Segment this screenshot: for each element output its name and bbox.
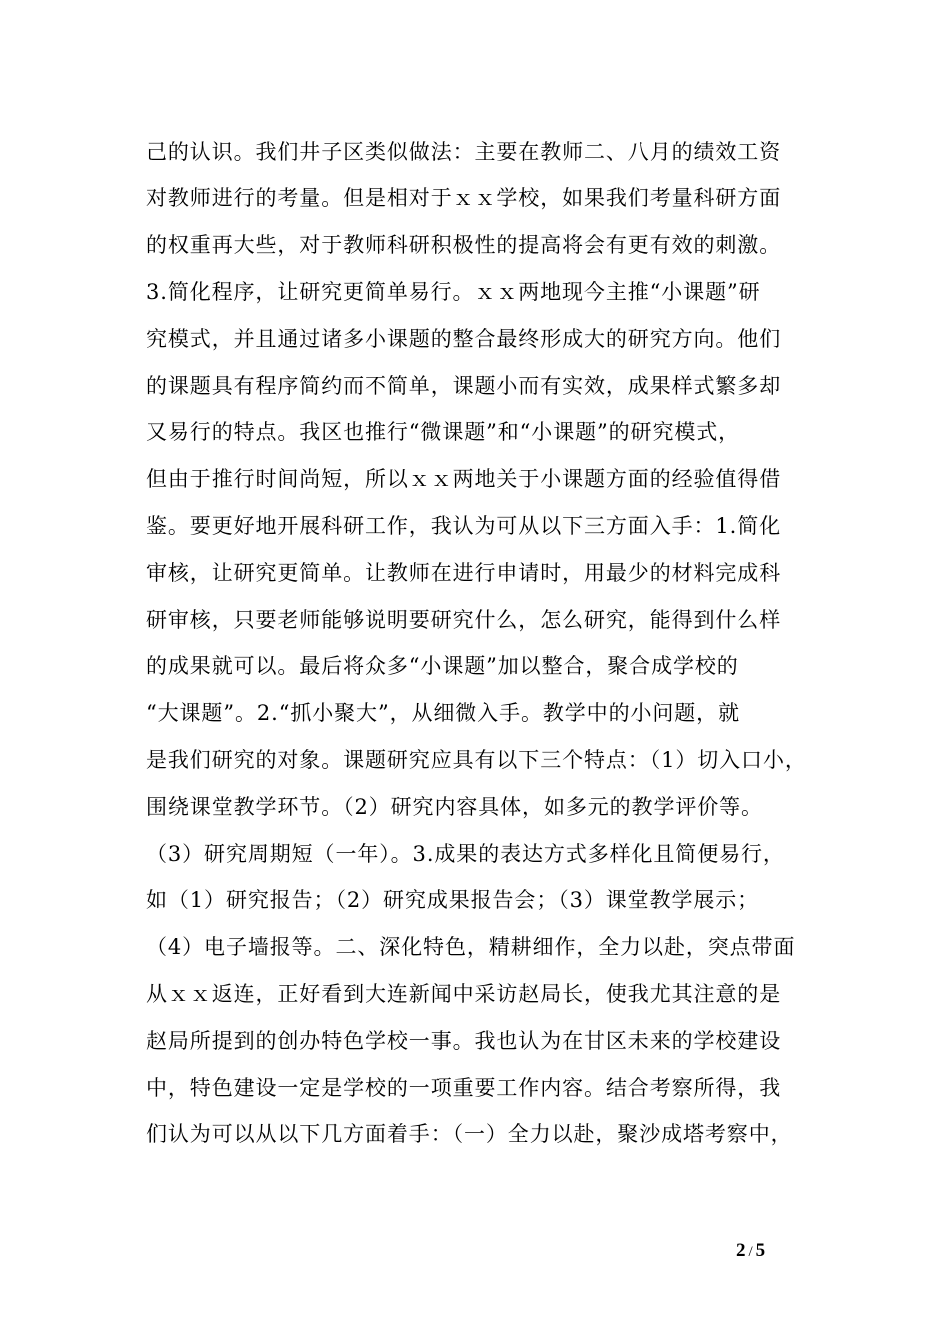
- text-line-3: 的权重再大些，对于教师科研积极性的提高将会有更有效的刺激。: [146, 233, 782, 257]
- text-line-14: 是我们研究的对象。课题研究应具有以下三个特点：（1）切入口小，: [146, 748, 807, 772]
- text-line-19: 从ｘｘ返连，正好看到大连新闻中采访赵局长，使我尤其注意的是: [146, 982, 782, 1006]
- text-line-21: 中，特色建设一定是学校的一项重要工作内容。结合考察所得，我: [146, 1076, 782, 1100]
- text-line-22: 们认为可以从以下几方面着手：（一）全力以赴，聚沙成塔考察中，: [146, 1122, 793, 1146]
- text-line-8: 但由于推行时间尚短，所以ｘｘ两地关于小课题方面的经验值得借: [146, 467, 782, 491]
- text-line-13: “大课题”。2.“抓小聚大”，从细微入手。教学中的小问题，就: [146, 701, 740, 725]
- text-line-15: 围绕课堂教学环节。（2）研究内容具体，如多元的教学评价等。: [146, 795, 763, 819]
- text-line-12: 的成果就可以。最后将众多“小课题”加以整合，聚合成学校的: [146, 654, 739, 678]
- text-line-7: 又易行的特点。我区也推行“微课题”和“小课题”的研究模式，: [146, 420, 741, 444]
- page-number: [736, 1239, 765, 1264]
- total-pages-number: 5: [755, 1240, 766, 1261]
- text-line-1: 己的认识。我们井子区类似做法：主要在教师二、八月的绩效工资: [146, 140, 782, 164]
- text-line-9: 鉴。要更好地开展科研工作，我认为可从以下三方面入手：1.简化: [146, 514, 782, 538]
- text-line-20: 赵局所提到的创办特色学校一事。我也认为在甘区未来的学校建设: [146, 1029, 782, 1053]
- text-line-5: 究模式，并且通过诸多小课题的整合最终形成大的研究方向。他们: [146, 327, 782, 351]
- text-line-10: 审核，让研究更简单。让教师在进行申请时，用最少的材料完成科: [146, 561, 782, 585]
- text-line-18: （4）电子墙报等。二、深化特色，精耕细作，全力以赴，突点带面: [146, 935, 796, 959]
- text-line-11: 研审核，只要老师能够说明要研究什么，怎么研究，能得到什么样: [146, 608, 782, 632]
- current-page-number: 2: [736, 1240, 746, 1261]
- text-line-16: （3）研究周期短（一年）。3.成果的表达方式多样化且简便易行，: [146, 842, 785, 866]
- page-separator: /: [748, 1244, 753, 1260]
- text-line-6: 的课题具有程序简约而不简单，课题小而有实效，成果样式繁多却: [146, 374, 782, 398]
- text-line-17: 如（1）研究报告；（2）研究成果报告会；（3）课堂教学展示；: [146, 888, 760, 912]
- text-line-2: 对教师进行的考量。但是相对于ｘｘ学校，如果我们考量科研方面: [146, 186, 782, 210]
- text-line-4: 3.简化程序，让研究更简单易行。ｘｘ两地现今主推“小课题”研: [146, 280, 761, 304]
